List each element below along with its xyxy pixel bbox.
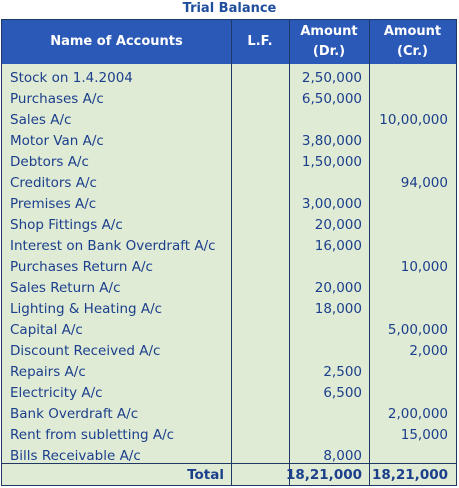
table-row [2,110,456,131]
amount-dr: 6,500 [323,385,362,401]
header-cr-line2: (Cr.) [397,44,428,59]
table-row [2,89,456,110]
account-name: Shop Fittings A/c [10,217,123,233]
account-name: Lighting & Heating A/c [10,301,163,317]
total-cr: 18,21,000 [371,467,448,483]
total-label: Total [187,467,224,483]
table-row [2,215,456,236]
header-amount-dr [289,20,369,64]
account-name: Repairs A/c [10,364,86,380]
account-name: Bank Overdraft A/c [10,406,139,422]
account-name: Premises A/c [10,196,97,212]
total-dr: 18,21,000 [285,467,362,483]
header-lf-label: L.F. [247,34,273,49]
amount-dr: 3,80,000 [301,133,362,149]
account-name: Rent from subletting A/c [10,427,175,443]
amount-dr: 20,000 [314,217,362,233]
table-row [2,194,456,215]
header-lf [231,20,289,64]
trial-balance-table [1,19,457,486]
amount-dr: 6,50,000 [301,91,362,107]
table-header [2,20,456,64]
account-name: Electricity A/c [10,385,103,401]
amount-dr: 2,50,000 [301,70,362,86]
account-name: Capital A/c [10,322,83,338]
account-name: Interest on Bank Overdraft A/c [10,238,216,254]
table-row [2,320,456,341]
table-row [2,404,456,425]
table-row [2,257,456,278]
header-dr-line2: (Dr.) [312,44,346,59]
amount-cr: 94,000 [400,175,448,191]
amount-dr: 8,000 [323,448,362,464]
table-row [2,131,456,152]
header-amount-cr [369,20,456,64]
amount-cr: 15,000 [400,427,448,443]
amount-cr: 2,00,000 [387,406,448,422]
table-row [2,152,456,173]
amount-cr: 10,00,000 [379,112,448,128]
account-name: Debtors A/c [10,154,89,170]
table-row [2,278,456,299]
amount-dr: 18,000 [314,301,362,317]
table-row [2,383,456,404]
amount-cr: 5,00,000 [387,322,448,338]
account-name: Purchases Return A/c [10,259,153,275]
header-name-of-accounts [2,20,231,64]
amount-cr: 10,000 [400,259,448,275]
table-row [2,341,456,362]
table-row [2,425,456,446]
table-row [2,236,456,257]
table-row [2,68,456,89]
account-name: Bills Receivable A/c [10,448,141,464]
header-name-label: Name of Accounts [50,34,183,49]
header-cr-line1: Amount [383,24,442,39]
account-name: Discount Received A/c [10,343,161,359]
page-title: Trial Balance [182,1,277,16]
amount-dr: 3,00,000 [301,196,362,212]
header-dr-line1: Amount [300,24,358,39]
amount-cr: 2,000 [409,343,448,359]
table-row [2,173,456,194]
account-name: Sales Return A/c [10,280,121,296]
total-row [2,463,456,486]
table-row [2,362,456,383]
amount-dr: 16,000 [314,238,362,254]
account-name: Purchases A/c [10,91,104,107]
account-name: Creditors A/c [10,175,97,191]
account-name: Sales A/c [10,112,72,128]
amount-dr: 20,000 [314,280,362,296]
account-name: Stock on 1.4.2004 [10,70,133,86]
table-row [2,299,456,320]
amount-dr: 1,50,000 [301,154,362,170]
amount-dr: 2,500 [323,364,362,380]
account-name: Motor Van A/c [10,133,104,149]
